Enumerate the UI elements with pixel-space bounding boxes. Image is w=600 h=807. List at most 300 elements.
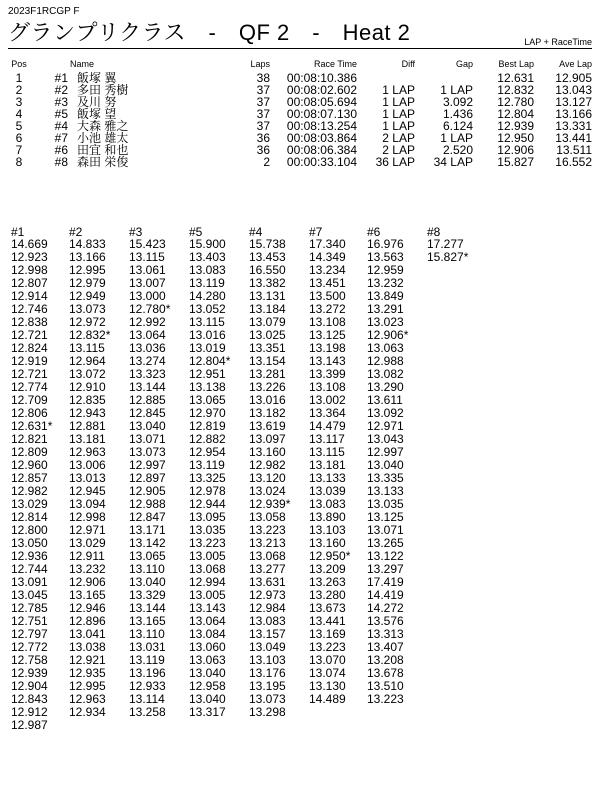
lap-time: 12.758 bbox=[11, 653, 48, 667]
laps: 38 bbox=[256, 71, 270, 85]
lap-time: 13.234 bbox=[309, 263, 346, 277]
lap-time: 13.169 bbox=[309, 627, 346, 641]
lap-time: 13.120 bbox=[249, 471, 286, 485]
lap-time: 13.031 bbox=[129, 640, 166, 654]
driver-name: 森田 栄俊 bbox=[77, 155, 129, 169]
lap-time: 13.673 bbox=[309, 601, 346, 615]
lap-time: 13.631 bbox=[249, 575, 286, 589]
lap-column bbox=[129, 226, 170, 719]
lap-time: 13.510 bbox=[367, 679, 404, 693]
lap-time: 13.198 bbox=[309, 341, 346, 355]
lap-time: 12.943 bbox=[69, 406, 106, 420]
lap-time: 13.209 bbox=[309, 562, 346, 576]
lap-time: 12.971 bbox=[69, 523, 106, 537]
lap-time: 12.797 bbox=[11, 627, 48, 641]
pos: 1 bbox=[15, 71, 23, 85]
best-lap: 12.906 bbox=[497, 143, 534, 157]
lap-time: 13.091 bbox=[11, 575, 48, 589]
lap-column-header: #5 bbox=[189, 225, 203, 239]
lap-time: 12.800 bbox=[11, 523, 48, 537]
lap-time: 13.274 bbox=[129, 354, 166, 368]
lap-time: 13.154 bbox=[249, 354, 286, 368]
lap-time: 12.845 bbox=[129, 406, 166, 420]
lap-time: 13.016 bbox=[249, 393, 286, 407]
lap-time: 12.939* bbox=[249, 497, 291, 511]
lap-time: 13.108 bbox=[309, 315, 346, 329]
race-time: 00:08:13.254 bbox=[286, 119, 357, 133]
lap-time: 12.963 bbox=[69, 445, 106, 459]
ave-lap: 13.511 bbox=[556, 143, 592, 157]
lap-time: 13.232 bbox=[367, 276, 404, 290]
diff: 1 LAP bbox=[382, 95, 415, 109]
lap-time: 13.317 bbox=[189, 705, 226, 719]
header-diff: Diff bbox=[401, 59, 415, 69]
lap-time: 12.721 bbox=[11, 367, 48, 381]
lap-time: 14.669 bbox=[11, 237, 48, 251]
ave-lap: 13.166 bbox=[555, 107, 592, 121]
lap-time: 12.921 bbox=[69, 653, 106, 667]
lap-time: 12.780* bbox=[129, 302, 171, 316]
lap-time: 13.138 bbox=[189, 380, 226, 394]
lap-time: 13.013 bbox=[69, 471, 106, 485]
driver-name: 小池 雄太 bbox=[77, 131, 129, 145]
lap-time: 12.785 bbox=[11, 601, 48, 615]
lap-time: 12.997 bbox=[367, 445, 404, 459]
lap-time: 12.897 bbox=[129, 471, 166, 485]
lap-time: 12.885 bbox=[129, 393, 166, 407]
lap-time: 13.041 bbox=[69, 627, 106, 641]
lap-time: 13.441 bbox=[309, 614, 346, 628]
pos: 8 bbox=[15, 155, 23, 169]
lap-time: 14.833 bbox=[69, 237, 106, 251]
lap-time: 12.835 bbox=[69, 393, 106, 407]
lap-time: 13.073 bbox=[129, 445, 166, 459]
lap-time: 13.364 bbox=[309, 406, 346, 420]
lap-time: 13.297 bbox=[367, 562, 404, 576]
lap-time: 12.912 bbox=[11, 705, 48, 719]
car-number: #7 bbox=[54, 131, 68, 145]
lap-time: 12.950* bbox=[309, 549, 351, 563]
lap-time: 13.563 bbox=[367, 250, 404, 264]
lap-time: 13.050 bbox=[11, 536, 48, 550]
ave-lap: 12.905 bbox=[555, 71, 592, 85]
lap-time: 13.451 bbox=[309, 276, 346, 290]
header-gap: Gap bbox=[455, 59, 473, 69]
lap-time: 13.064 bbox=[189, 614, 226, 628]
gap: 34 LAP bbox=[433, 155, 473, 169]
lap-time: 13.223 bbox=[189, 536, 226, 550]
lap-time: 13.143 bbox=[309, 354, 346, 368]
lap-time: 12.832* bbox=[69, 328, 111, 342]
lap-time: 13.223 bbox=[309, 640, 346, 654]
lap-time: 13.006 bbox=[69, 458, 106, 472]
header-ave-lap: Ave Lap bbox=[559, 59, 592, 69]
lap-time: 12.933 bbox=[129, 679, 166, 693]
lap-time: 13.040 bbox=[367, 458, 404, 472]
driver-name: 田宜 和也 bbox=[77, 143, 129, 157]
lap-time: 15.827* bbox=[427, 250, 469, 264]
lap-time: 12.992 bbox=[129, 315, 166, 329]
best-lap: 12.631 bbox=[497, 71, 534, 85]
lap-time: 13.226 bbox=[249, 380, 286, 394]
lap-time: 13.176 bbox=[249, 666, 286, 680]
lap-time: 12.744 bbox=[11, 562, 48, 576]
lap-column-header: #3 bbox=[129, 225, 143, 239]
lap-time: 13.125 bbox=[309, 328, 346, 342]
lap-time: 14.489 bbox=[309, 692, 346, 706]
lap-time: 13.065 bbox=[189, 393, 226, 407]
lap-time: 12.995 bbox=[69, 679, 106, 693]
race-time: 00:08:03.864 bbox=[286, 131, 357, 145]
lap-time: 12.982 bbox=[11, 484, 48, 498]
diff: 2 LAP bbox=[382, 143, 415, 157]
lap-time: 13.110 bbox=[129, 627, 165, 641]
lap-time: 12.934 bbox=[69, 705, 106, 719]
car-number: #8 bbox=[54, 155, 68, 169]
lap-time: 13.005 bbox=[189, 588, 226, 602]
lap-time: 12.914 bbox=[11, 289, 48, 303]
lap-time: 13.029 bbox=[69, 536, 106, 550]
lap-time: 13.313 bbox=[367, 627, 404, 641]
lap-time: 13.453 bbox=[249, 250, 286, 264]
lap-time: 13.108 bbox=[309, 380, 346, 394]
lap-time: 12.824 bbox=[11, 341, 48, 355]
driver-name: 飯塚 望 bbox=[77, 107, 117, 121]
lap-time: 13.084 bbox=[189, 627, 226, 641]
lap-time: 13.171 bbox=[129, 523, 166, 537]
lap-time: 12.964 bbox=[69, 354, 106, 368]
car-number: #4 bbox=[54, 119, 68, 133]
lap-time: 13.115 bbox=[129, 250, 165, 264]
lap-time: 13.035 bbox=[367, 497, 404, 511]
lap-time: 13.117 bbox=[309, 432, 345, 446]
lap-time: 13.071 bbox=[129, 432, 166, 446]
lap-time: 12.984 bbox=[249, 601, 286, 615]
lap-time: 13.039 bbox=[309, 484, 346, 498]
laps: 37 bbox=[256, 119, 270, 133]
lap-time: 12.806 bbox=[11, 406, 48, 420]
lap-time: 12.946 bbox=[69, 601, 106, 615]
format-label: LAP + RaceTime bbox=[524, 37, 592, 47]
lap-column bbox=[427, 226, 468, 264]
lap-time: 12.911 bbox=[69, 549, 105, 563]
lap-time: 17.277 bbox=[427, 237, 464, 251]
lap-time: 13.071 bbox=[367, 523, 404, 537]
header-pos: Pos bbox=[11, 59, 27, 69]
lap-time: 13.133 bbox=[309, 471, 346, 485]
lap-time: 13.399 bbox=[309, 367, 346, 381]
lap-time: 13.181 bbox=[69, 432, 106, 446]
lap-time: 12.998 bbox=[69, 510, 106, 524]
ave-lap: 13.441 bbox=[555, 131, 592, 145]
lap-time: 12.631* bbox=[11, 419, 53, 433]
lap-time: 13.114 bbox=[129, 692, 165, 706]
lap-time: 13.351 bbox=[249, 341, 286, 355]
lap-time: 12.774 bbox=[11, 380, 48, 394]
laps: 36 bbox=[256, 131, 270, 145]
driver-name: 飯塚 翼 bbox=[77, 71, 117, 85]
lap-time: 13.195 bbox=[249, 679, 286, 693]
diff: 1 LAP bbox=[382, 83, 415, 97]
lap-time: 13.165 bbox=[129, 614, 166, 628]
lap-time: 13.016 bbox=[189, 328, 226, 342]
lap-time: 13.291 bbox=[367, 302, 404, 316]
lap-time: 13.335 bbox=[367, 471, 404, 485]
best-lap: 12.832 bbox=[497, 83, 534, 97]
lap-time: 14.280 bbox=[189, 289, 226, 303]
ave-lap: 13.043 bbox=[555, 83, 592, 97]
lap-time: 16.976 bbox=[367, 237, 404, 251]
lap-time: 12.910 bbox=[69, 380, 106, 394]
lap-time: 13.115 bbox=[69, 341, 105, 355]
diff: 1 LAP bbox=[382, 119, 415, 133]
lap-time: 13.403 bbox=[189, 250, 226, 264]
lap-time: 13.070 bbox=[309, 653, 346, 667]
lap-time: 13.094 bbox=[69, 497, 106, 511]
lap-time: 13.890 bbox=[309, 510, 346, 524]
diff: 36 LAP bbox=[375, 155, 415, 169]
lap-time: 13.040 bbox=[129, 419, 166, 433]
lap-time: 13.130 bbox=[309, 679, 346, 693]
lap-time: 13.007 bbox=[129, 276, 166, 290]
header-race-time: Race Time bbox=[313, 59, 357, 69]
title-divider bbox=[8, 48, 592, 49]
lap-time: 13.258 bbox=[129, 705, 166, 719]
lap-time: 13.043 bbox=[367, 432, 404, 446]
lap-time: 13.073 bbox=[249, 692, 286, 706]
lap-time: 13.095 bbox=[189, 510, 226, 524]
lap-time: 13.281 bbox=[249, 367, 286, 381]
lap-time: 13.184 bbox=[249, 302, 286, 316]
lap-time: 13.223 bbox=[367, 692, 404, 706]
lap-column-header: #7 bbox=[309, 225, 323, 239]
lap-time: 13.115 bbox=[309, 445, 345, 459]
lap-time: 12.970 bbox=[189, 406, 226, 420]
lap-time: 12.882 bbox=[189, 432, 226, 446]
lap-time: 12.959 bbox=[367, 263, 404, 277]
lap-time: 13.160 bbox=[249, 445, 286, 459]
race-time: 00:00:33.104 bbox=[286, 155, 357, 169]
lap-time: 13.083 bbox=[249, 614, 286, 628]
lap-time: 12.963 bbox=[69, 692, 106, 706]
lap-time: 13.073 bbox=[69, 302, 106, 316]
lap-time: 13.232 bbox=[69, 562, 106, 576]
lap-time: 12.896 bbox=[69, 614, 106, 628]
header-laps: Laps bbox=[250, 59, 270, 69]
lap-time: 12.847 bbox=[129, 510, 166, 524]
car-number: #3 bbox=[54, 95, 68, 109]
lap-time: 13.280 bbox=[309, 588, 346, 602]
lap-time: 12.944 bbox=[189, 497, 226, 511]
lap-time: 13.029 bbox=[11, 497, 48, 511]
lap-time: 13.678 bbox=[367, 666, 404, 680]
pos: 6 bbox=[15, 131, 23, 145]
lap-time: 13.000 bbox=[129, 289, 166, 303]
lap-time: 13.142 bbox=[129, 536, 166, 550]
lap-time: 12.904 bbox=[11, 679, 48, 693]
diff: 1 LAP bbox=[382, 107, 415, 121]
laps: 37 bbox=[256, 83, 270, 97]
gap: 1.436 bbox=[442, 107, 473, 121]
lap-time: 13.298 bbox=[249, 705, 286, 719]
lap-time: 12.994 bbox=[189, 575, 226, 589]
best-lap: 12.939 bbox=[497, 119, 534, 133]
pos: 3 bbox=[15, 95, 23, 109]
lap-time: 13.040 bbox=[129, 575, 166, 589]
lap-time: 13.125 bbox=[367, 510, 404, 524]
lap-time: 12.935 bbox=[69, 666, 106, 680]
lap-time: 13.181 bbox=[309, 458, 346, 472]
lap-time: 12.972 bbox=[69, 315, 106, 329]
lap-time: 12.814 bbox=[11, 510, 48, 524]
lap-column-header: #6 bbox=[367, 225, 381, 239]
lap-time: 13.074 bbox=[309, 666, 346, 680]
best-lap: 12.780 bbox=[497, 95, 534, 109]
lap-time: 13.068 bbox=[249, 549, 286, 563]
lap-time: 13.052 bbox=[189, 302, 226, 316]
lap-time: 12.939 bbox=[11, 666, 48, 680]
lap-time: 13.119 bbox=[189, 458, 225, 472]
lap-time: 13.063 bbox=[189, 653, 226, 667]
gap: 3.092 bbox=[442, 95, 473, 109]
lap-time: 13.500 bbox=[309, 289, 346, 303]
lap-time: 17.419 bbox=[367, 575, 404, 589]
lap-time: 13.329 bbox=[129, 588, 166, 602]
lap-time: 13.325 bbox=[189, 471, 226, 485]
pos: 2 bbox=[15, 83, 23, 97]
lap-column-header: #2 bbox=[69, 225, 83, 239]
car-number: #1 bbox=[54, 71, 68, 85]
lap-time: 14.349 bbox=[309, 250, 346, 264]
driver-name: 及川 努 bbox=[77, 95, 117, 109]
lap-column bbox=[309, 226, 350, 706]
lap-time: 13.133 bbox=[367, 484, 404, 498]
pos: 4 bbox=[15, 107, 23, 121]
lap-time: 13.196 bbox=[129, 666, 166, 680]
lap-time: 13.083 bbox=[189, 263, 226, 277]
laps: 37 bbox=[256, 107, 270, 121]
lap-time: 13.213 bbox=[249, 536, 286, 550]
lap-time: 13.079 bbox=[249, 315, 286, 329]
lap-time: 13.382 bbox=[249, 276, 286, 290]
gap: 2.520 bbox=[442, 143, 473, 157]
lap-time: 16.550 bbox=[249, 263, 286, 277]
lap-time: 12.804* bbox=[189, 354, 231, 368]
lap-time: 13.160 bbox=[309, 536, 346, 550]
car-number: #2 bbox=[54, 83, 68, 97]
header-best-lap: Best Lap bbox=[498, 59, 534, 69]
lap-time: 12.807 bbox=[11, 276, 48, 290]
result-row bbox=[8, 156, 592, 168]
lap-time: 12.709 bbox=[11, 393, 48, 407]
lap-time: 13.223 bbox=[249, 523, 286, 537]
lap-time: 12.949 bbox=[69, 289, 106, 303]
lap-time: 13.131 bbox=[249, 289, 286, 303]
lap-time: 15.900 bbox=[189, 237, 226, 251]
lap-time: 15.423 bbox=[129, 237, 166, 251]
lap-time: 15.738 bbox=[249, 237, 286, 251]
lap-column bbox=[249, 226, 290, 719]
lap-time: 13.061 bbox=[129, 263, 166, 277]
lap-time: 13.040 bbox=[189, 666, 226, 680]
lap-time: 12.881 bbox=[69, 419, 106, 433]
ave-lap: 13.331 bbox=[555, 119, 592, 133]
race-time: 00:08:06.384 bbox=[286, 143, 357, 157]
lap-time: 12.979 bbox=[69, 276, 106, 290]
lap-time: 14.479 bbox=[309, 419, 346, 433]
gap: 6.124 bbox=[442, 119, 473, 133]
lap-time: 12.772 bbox=[11, 640, 48, 654]
car-number: #5 bbox=[54, 107, 68, 121]
lap-time: 13.082 bbox=[367, 367, 404, 381]
results-header-row bbox=[8, 58, 592, 72]
lap-time: 13.611 bbox=[367, 393, 403, 407]
lap-time: 12.936 bbox=[11, 549, 48, 563]
lap-time: 12.906 bbox=[69, 575, 106, 589]
race-time: 00:08:02.602 bbox=[286, 83, 357, 97]
lap-time: 13.144 bbox=[129, 601, 166, 615]
lap-time: 13.065 bbox=[129, 549, 166, 563]
lap-column-header: #4 bbox=[249, 225, 263, 239]
lap-time: 13.002 bbox=[309, 393, 346, 407]
lap-time: 13.263 bbox=[309, 575, 346, 589]
lap-time: 12.906* bbox=[367, 328, 409, 342]
lap-time: 13.103 bbox=[249, 653, 286, 667]
lap-column bbox=[11, 226, 52, 732]
lap-time: 12.838 bbox=[11, 315, 48, 329]
lap-time: 12.919 bbox=[11, 354, 48, 368]
lap-time: 12.978 bbox=[189, 484, 226, 498]
gap: 1 LAP bbox=[440, 83, 473, 97]
lap-time: 12.997 bbox=[129, 458, 166, 472]
lap-time: 12.923 bbox=[11, 250, 48, 264]
lap-time: 13.119 bbox=[189, 276, 225, 290]
lap-time: 13.023 bbox=[367, 315, 404, 329]
lap-time: 13.143 bbox=[189, 601, 226, 615]
best-lap: 15.827 bbox=[497, 155, 534, 169]
lap-time: 12.857 bbox=[11, 471, 48, 485]
lap-time: 13.576 bbox=[367, 614, 404, 628]
lap-time: 14.272 bbox=[367, 601, 404, 615]
lap-time: 13.068 bbox=[189, 562, 226, 576]
lap-time: 13.038 bbox=[69, 640, 106, 654]
lap-time: 12.821 bbox=[11, 432, 48, 446]
lap-time: 13.072 bbox=[69, 367, 106, 381]
lap-time: 13.208 bbox=[367, 653, 404, 667]
lap-time: 12.958 bbox=[189, 679, 226, 693]
driver-name: 多田 秀樹 bbox=[77, 83, 129, 97]
best-lap: 12.950 bbox=[497, 131, 534, 145]
laps: 36 bbox=[256, 143, 270, 157]
pos: 7 bbox=[15, 143, 23, 157]
driver-name: 大森 雅之 bbox=[77, 119, 129, 133]
lap-time: 13.166 bbox=[69, 250, 106, 264]
lap-time: 13.103 bbox=[309, 523, 346, 537]
lap-time: 13.619 bbox=[249, 419, 286, 433]
lap-time: 13.323 bbox=[129, 367, 166, 381]
lap-time: 13.025 bbox=[249, 328, 286, 342]
lap-time: 12.951 bbox=[189, 367, 226, 381]
lap-time: 13.036 bbox=[129, 341, 166, 355]
lap-time: 13.272 bbox=[309, 302, 346, 316]
series-name: 2023F1RCGP F bbox=[8, 6, 80, 17]
ave-lap: 16.552 bbox=[555, 155, 592, 169]
lap-time: 12.971 bbox=[367, 419, 404, 433]
lap-time: 13.058 bbox=[249, 510, 286, 524]
lap-time: 12.843 bbox=[11, 692, 48, 706]
lap-column bbox=[189, 226, 230, 719]
lap-time: 13.265 bbox=[367, 536, 404, 550]
